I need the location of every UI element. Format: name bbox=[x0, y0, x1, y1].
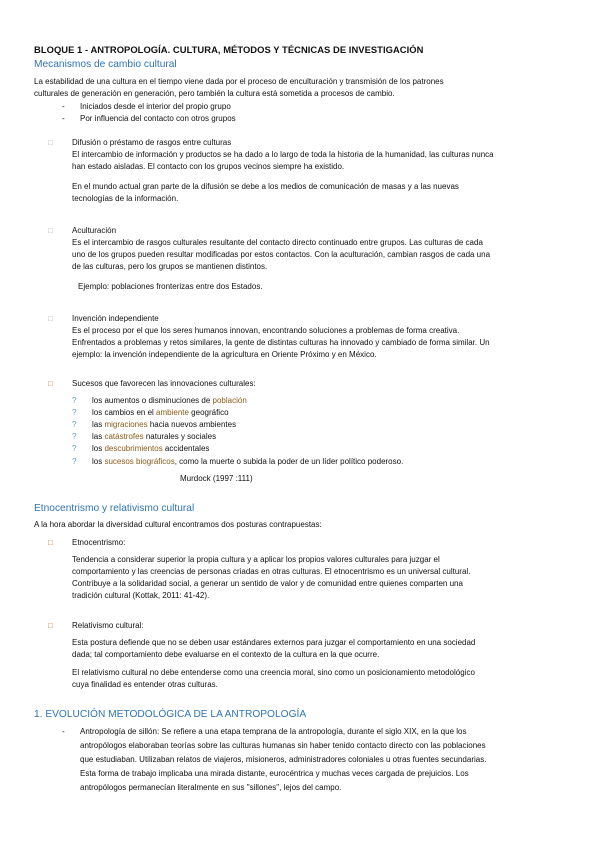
paragraph-line: cuya finalidad es entender otras culturas. bbox=[72, 680, 218, 689]
paragraph-line: antropólogos elaboraban teorías sobre las culturas humanas sin haber tenido contacto directo con las poblaciones bbox=[80, 741, 486, 750]
section-heading-etnocentrismo: Etnocentrismo y relativismo cultural bbox=[34, 503, 195, 514]
paragraph-line: tecnologías de la información. bbox=[72, 194, 179, 203]
paragraph-line: Es el proceso por el que los seres humanos innovan, encontrando soluciones a problemas de forma creativa. bbox=[72, 326, 460, 335]
bullet-item: Iniciados desde el interior del propio grupo bbox=[80, 102, 231, 111]
paragraph-line: En el mundo actual gran parte de la difusión se debe a los medios de comunicación de masas y a las nuevas bbox=[72, 182, 459, 191]
list-item: las catástrofes naturales y sociales bbox=[92, 432, 217, 441]
section-heading-mecanismos: Mecanismos de cambio cultural bbox=[34, 59, 177, 70]
paragraph-line: Esta forma de trabajo implicaba una mirada distante, eurocéntrica y muchas veces cargada de prejuicios. Los bbox=[80, 769, 469, 778]
subsection-title-etnocentrismo: Etnocentrismo: bbox=[72, 538, 126, 547]
subsection-title-invencion: Invención independiente bbox=[72, 314, 159, 323]
square-bullet-icon: □ bbox=[48, 138, 53, 147]
paragraph-line: han estado aisladas. El contacto con los grupos vecinos siempre ha existido. bbox=[72, 162, 345, 171]
paragraph-line: Tendencia a considerar superior la propia cultura y a aplicar los propios valores culturales para juzgar el bbox=[72, 555, 440, 564]
paragraph-line: antropólogos permanecían literalmente en sus "sillones", lejos del campo. bbox=[80, 783, 342, 792]
square-bullet-icon: □ bbox=[48, 621, 53, 630]
section-heading-evolucion: 1. EVOLUCIÓN METODOLÓGICA DE LA ANTROPOLOGÍA bbox=[34, 709, 307, 720]
subsection-title-sucesos: Sucesos que favorecen las innovaciones culturales: bbox=[72, 379, 256, 388]
paragraph-line: Contribuye a la solidaridad social, a generar un sentido de valor y de comunidad entre quienes comparten una bbox=[72, 579, 463, 588]
paragraph-line: La estabilidad de una cultura en el tiempo viene dada por el proceso de enculturación y transmisión de los patrones bbox=[34, 77, 444, 86]
dash-bullet-icon: - bbox=[62, 114, 65, 123]
square-bullet-icon: □ bbox=[48, 314, 53, 323]
bullet-item: Por influencia del contacto con otros grupos bbox=[80, 114, 236, 123]
subsection-title-relativismo: Relativismo cultural: bbox=[72, 621, 144, 630]
list-item: los cambios en el ambiente geográfico bbox=[92, 408, 229, 417]
dash-bullet-icon: - bbox=[62, 102, 65, 111]
question-bullet-icon: ? bbox=[72, 432, 77, 441]
list-item: los aumentos o disminuciones de población bbox=[92, 396, 247, 405]
list-item: las migraciones hacia nuevos ambientes bbox=[92, 420, 237, 429]
list-item: los sucesos biográficos, como la muerte o subida la poder de un líder político poderoso. bbox=[92, 457, 404, 466]
paragraph-line: tradición cultural (Kottak, 2011: 41-42). bbox=[72, 591, 210, 600]
paragraph-line: El relativismo cultural no debe entenderse como una creencia moral, sino como un posicionamiento metodológico bbox=[72, 668, 475, 677]
paragraph-line: Esta postura defiende que no se deben usar estándares externos para juzgar el comportamiento en una sociedad bbox=[72, 638, 476, 647]
paragraph-line: comportamiento y las creencias de personas criadas en otras culturas. El etnocentrismo es un universal cultural. bbox=[72, 567, 471, 576]
question-bullet-icon: ? bbox=[72, 408, 77, 417]
question-bullet-icon: ? bbox=[72, 396, 77, 405]
paragraph-line: de las culturas, pero los grupos se mantienen distintos. bbox=[72, 262, 268, 271]
paragraph-line: culturales de generación en generación, pero también la cultura está sometida a procesos de cambio. bbox=[34, 89, 395, 98]
question-bullet-icon: ? bbox=[72, 420, 77, 429]
square-bullet-icon: □ bbox=[48, 379, 53, 388]
subsection-title-difusion: Difusión o préstamo de rasgos entre culturas bbox=[72, 138, 232, 147]
example-line: Ejemplo: poblaciones fronterizas entre dos Estados. bbox=[78, 282, 263, 291]
question-bullet-icon: ? bbox=[72, 457, 77, 466]
paragraph-line: Es el intercambio de rasgos culturales resultante del contacto directo continuado entre grupos. Las culturas de cada bbox=[72, 238, 483, 247]
paragraph-line: El intercambio de información y productos se ha dado a lo largo de toda la historia de la humanidad, las culturas nunca bbox=[72, 150, 494, 159]
paragraph-line: que estudiaban. Utilizaban relatos de viajeros, misioneros, administradores coloniales u otras fuentes secundarias. bbox=[80, 755, 487, 764]
question-bullet-icon: ? bbox=[72, 444, 77, 453]
paragraph-line: uno de los grupos pueden resultar modificadas por estos contactos. Con la aculturación, cambian rasgos de cada una bbox=[72, 250, 491, 259]
document-title: BLOQUE 1 - ANTROPOLOGÍA. CULTURA, MÉTODOS Y TÉCNICAS DE INVESTIGACIÓN bbox=[34, 44, 424, 55]
paragraph-line: dada; tal comportamiento debe evaluarse en el contexto de la cultura en la que ocurre. bbox=[72, 650, 380, 659]
citation: Murdock (1997 :111) bbox=[180, 474, 253, 483]
list-item: los descubrimientos accidentales bbox=[92, 444, 210, 453]
paragraph-line: Enfrentados a problemas y retos similares, la gente de distintas culturas ha innovado y cambiado de forma similar. Un bbox=[72, 338, 490, 347]
paragraph-line: Antropología de sillón: Se refiere a una etapa temprana de la antropología, durante el siglo XIX, en la que los bbox=[80, 727, 467, 736]
paragraph-line: A la hora abordar la diversidad cultural encontramos dos posturas contrapuestas: bbox=[34, 520, 322, 529]
square-bullet-icon: □ bbox=[48, 226, 53, 235]
dash-bullet-icon: - bbox=[62, 727, 65, 736]
subsection-title-aculturacion: Aculturación bbox=[72, 226, 117, 235]
square-bullet-icon: □ bbox=[48, 538, 53, 547]
paragraph-line: ejemplo: la invención independiente de la agricultura en Oriente Próximo y en México. bbox=[72, 350, 377, 359]
